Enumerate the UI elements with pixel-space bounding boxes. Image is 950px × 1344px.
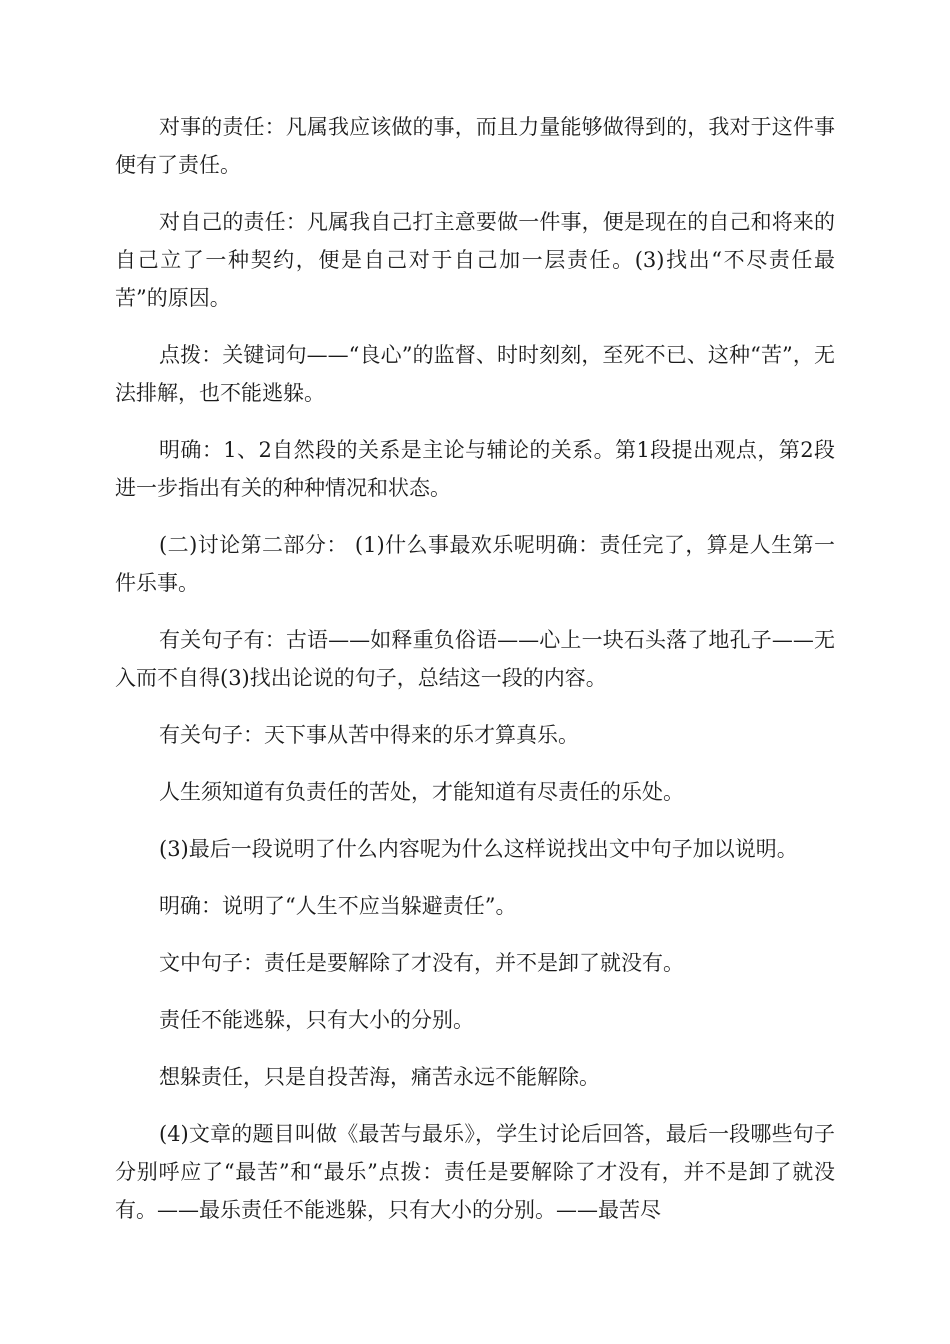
paragraph-9: (3)最后一段说明了什么内容呢为什么这样说找出文中句子加以说明。 — [159, 837, 798, 861]
paragraph-10: 明确：说明了“人生不应当躲避责任”。 — [159, 894, 517, 918]
paragraph-6: 有关句子有：古语——如释重负俗语——心上一块石头落了地孔子——无入而不自得(3)找出论说的句子，总结这一段的内容。 — [115, 628, 835, 690]
paragraph-3: 点拨：关键词句——“良心”的监督、时时刻刻，至死不已、这种“苦”，无法排解，也不能逃躲。 — [115, 343, 835, 405]
paragraph-2: 对自己的责任：凡属我自己打主意要做一件事，便是现在的自己和将来的自己立了一种契约，便是自己对于自己加一层责任。(3)找出“不尽责任最苦”的原因。 — [115, 210, 835, 310]
paragraph-13: 想躲责任，只是自投苦海，痛苦永远不能解除。 — [159, 1065, 600, 1089]
paragraph-8: 人生须知道有负责任的苦处，才能知道有尽责任的乐处。 — [159, 780, 684, 804]
paragraph-7: 有关句子：天下事从苦中得来的乐才算真乐。 — [159, 723, 579, 747]
paragraph-14: (4)文章的题目叫做《最苦与最乐》，学生讨论后回答，最后一段哪些句子分别呼应了“最苦”和“最乐”点拨：责任是要解除了才没有，并不是卸了就没有。——最乐责任不能逃躲，只有大小的分别。——最苦尽 — [115, 1122, 835, 1222]
paragraph-1: 对事的责任：凡属我应该做的事，而且力量能够做得到的，我对于这件事便有了责任。 — [115, 115, 835, 177]
document-page — [115, 108, 835, 1248]
paragraph-11: 文中句子：责任是要解除了才没有，并不是卸了就没有。 — [159, 951, 684, 975]
paragraph-5: (二)讨论第二部分： (1)什么事最欢乐呢明确：责任完了，算是人生第一件乐事。 — [115, 533, 835, 595]
paragraph-4: 明确：1、2自然段的关系是主论与辅论的关系。第1段提出观点，第2段进一步指出有关的种种情况和状态。 — [115, 438, 835, 500]
paragraph-12: 责任不能逃躲，只有大小的分别。 — [159, 1008, 474, 1032]
